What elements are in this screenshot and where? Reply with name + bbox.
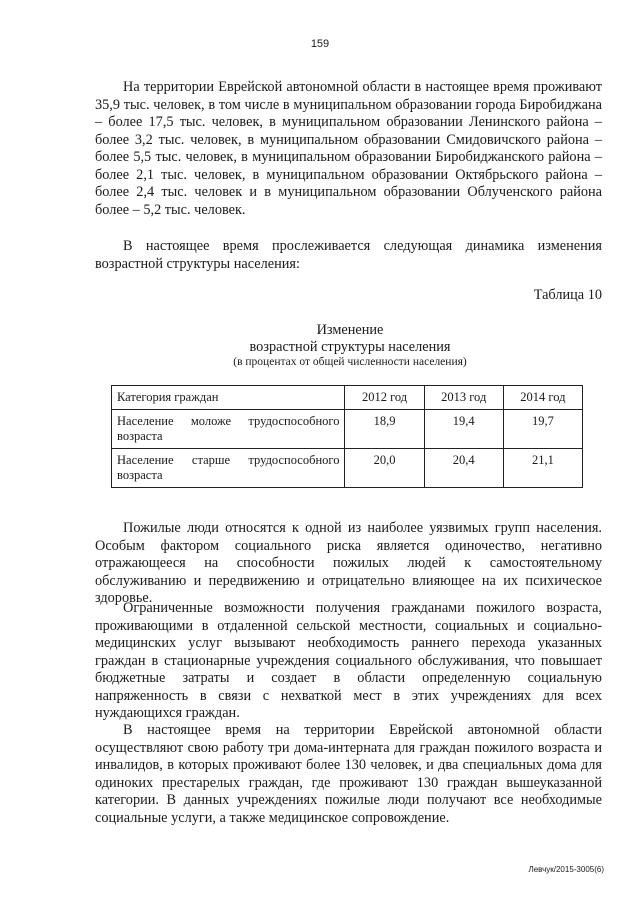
- row-category: Население моложе трудоспособного возраста: [112, 410, 345, 449]
- table-title-line2: возрастной структуры населения: [249, 339, 451, 355]
- table-row: [112, 449, 583, 488]
- row-value-2014: 21,1: [503, 449, 582, 488]
- paragraph-care-homes: В настоящее время на территории Еврейской автономной области осуществляют свою работу три дома-интерната для граждан пожилого возраста и инвалидов, в которых проживают более 130 человек, и два специальных дома для одиноких престарелых граждан, где проживают 130 граждан вышеуказанной категории. В данных учреждениях пожилые люди получают все необходимые социальные услуги, а также медицинское сопровождение.: [95, 722, 602, 826]
- row-value-2014: 19,7: [503, 410, 582, 449]
- document-code: Левчук/2015-3005(6): [528, 865, 604, 874]
- header-2014: 2014 год: [503, 386, 582, 410]
- table-header-row: [112, 386, 583, 410]
- row-value-2012: 20,0: [345, 449, 424, 488]
- paragraph-dynamics: В настоящее время прослеживается следующая динамика изменения возрастной структуры населения:: [95, 238, 602, 272]
- row-value-2013: 20,4: [424, 449, 503, 488]
- paragraph-limited-access: Ограниченные возможности получения гражданами пожилого возраста, проживающими в отдаленной сельской местности, социальных и социально-медицинских услуг вызывают необходимость раннего перехода указанных граждан в стационарные учреждения социального обслуживания, что повышает бюджетные затраты и создает в области определенную социальную напряженность в связи с нехваткой мест в этих учреждениях для всех нуждающихся граждан.: [95, 600, 602, 721]
- age-structure-table: [111, 385, 583, 488]
- header-category: Категория граждан: [112, 386, 345, 410]
- table-row: [112, 410, 583, 449]
- row-value-2012: 18,9: [345, 410, 424, 449]
- header-2012: 2012 год: [345, 386, 424, 410]
- table-title: [0, 322, 640, 356]
- row-value-2013: 19,4: [424, 410, 503, 449]
- row-category: Население старше трудоспособного возраста: [112, 449, 345, 488]
- paragraph-population: На территории Еврейской автономной области в настоящее время проживают 35,9 тыс. человек, в том числе в муниципальном образовании города Биробиджана – более 17,5 тыс. человек, в муниципальном образовании Ленинского района – более 3,2 тыс. человек, в муниципальном образовании Смидовичского района – более 5,5 тыс. человек, в муниципальном образовании Биробиджанского района – более 2,1 тыс. человек, в муниципальном образовании Октябрьского района – более 2,4 тыс. человек и в муниципальном образовании Облученского района более – 5,2 тыс. человек.: [95, 79, 602, 218]
- table-label: Таблица 10: [533, 287, 602, 303]
- paragraph-elderly-vulnerability: Пожилые люди относятся к одной из наиболее уязвимых групп населения. Особым фактором социального риска является одиночество, негативно отражающееся на способности пожилых людей к самостоятельному обслуживанию и передвижению и отрицательно влияющее на их психическое здоровье.: [95, 520, 602, 606]
- page-number: 159: [310, 38, 330, 50]
- header-2013: 2013 год: [424, 386, 503, 410]
- table-caption: (в процентах от общей численности населения): [233, 356, 467, 368]
- table-title-line1: Изменение: [316, 322, 384, 338]
